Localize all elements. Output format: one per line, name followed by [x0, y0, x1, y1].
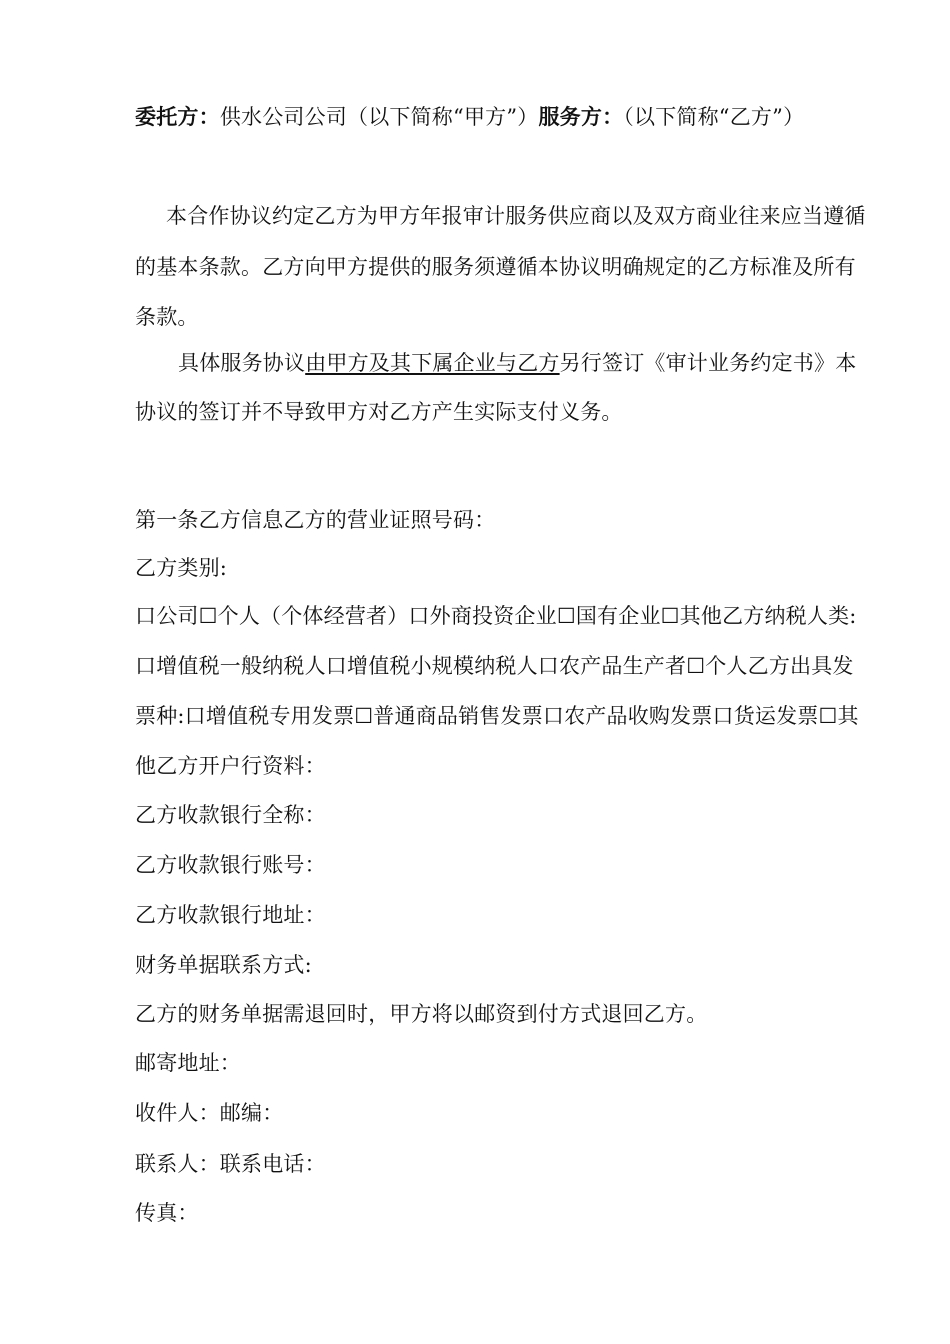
- article-line: 乙方的财务单据需退回时，甲方将以邮资到付方式退回乙方。: [135, 1002, 708, 1026]
- article-line: 口公司☐个人（个体经营者）口外商投资企业☐国有企业☐其他乙方纳税人类:: [135, 604, 857, 628]
- article-line: 票种:口增值税专用发票☐普通商品销售发票口农产品收购发票口货运发票☐其: [135, 704, 859, 728]
- intro-p1-line: 的基本条款。乙方向甲方提供的服务须遵循本协议明确规定的乙方标准及所有: [135, 255, 856, 279]
- intro-p1-line: 本合作协议约定乙方为甲方年报审计服务供应商以及双方商业往来应当遵循: [166, 204, 866, 228]
- article-line: 乙方收款银行地址：: [135, 903, 326, 927]
- article-line: 乙方收款银行账号：: [135, 853, 326, 877]
- intro-p2-line: 协议的签订并不导致甲方对乙方产生实际支付义务。: [135, 400, 623, 424]
- article-line: 他乙方开户行资料：: [135, 754, 326, 778]
- article-line: 联系人：联系电话：: [135, 1152, 326, 1176]
- article-line: 传真：: [135, 1201, 199, 1225]
- article-line: 第一条乙方信息乙方的营业证照号码：: [135, 508, 496, 532]
- intro-p2-line: [178, 348, 938, 378]
- provider-text: （以下简称“乙方”）: [623, 105, 805, 129]
- client-label: 委托方：: [135, 104, 220, 129]
- header-line: [135, 102, 895, 132]
- article-line: 口增值税一般纳税人口增值税小规模纳税人口农产品生产者☐个人乙方出具发: [135, 654, 854, 678]
- article-line: 乙方收款银行全称：: [135, 803, 326, 827]
- article-line: 财务单据联系方式:: [135, 953, 312, 977]
- intro-p2-before: 具体服务协议: [178, 351, 306, 375]
- intro-p2-after: 另行签订《审计业务约定书》本: [559, 351, 857, 375]
- intro-p2-underlined: 由甲方及其下属企业与乙方: [305, 351, 560, 375]
- client-text: 供水公司公司（以下简称“甲方”）: [219, 105, 539, 129]
- article-line: 收件人：邮编：: [135, 1101, 284, 1125]
- intro-p1-line: 条款。: [135, 305, 199, 329]
- article-line: 乙方类别:: [135, 556, 228, 580]
- provider-label: 服务方：: [538, 104, 624, 129]
- article-line: 邮寄地址：: [135, 1051, 241, 1075]
